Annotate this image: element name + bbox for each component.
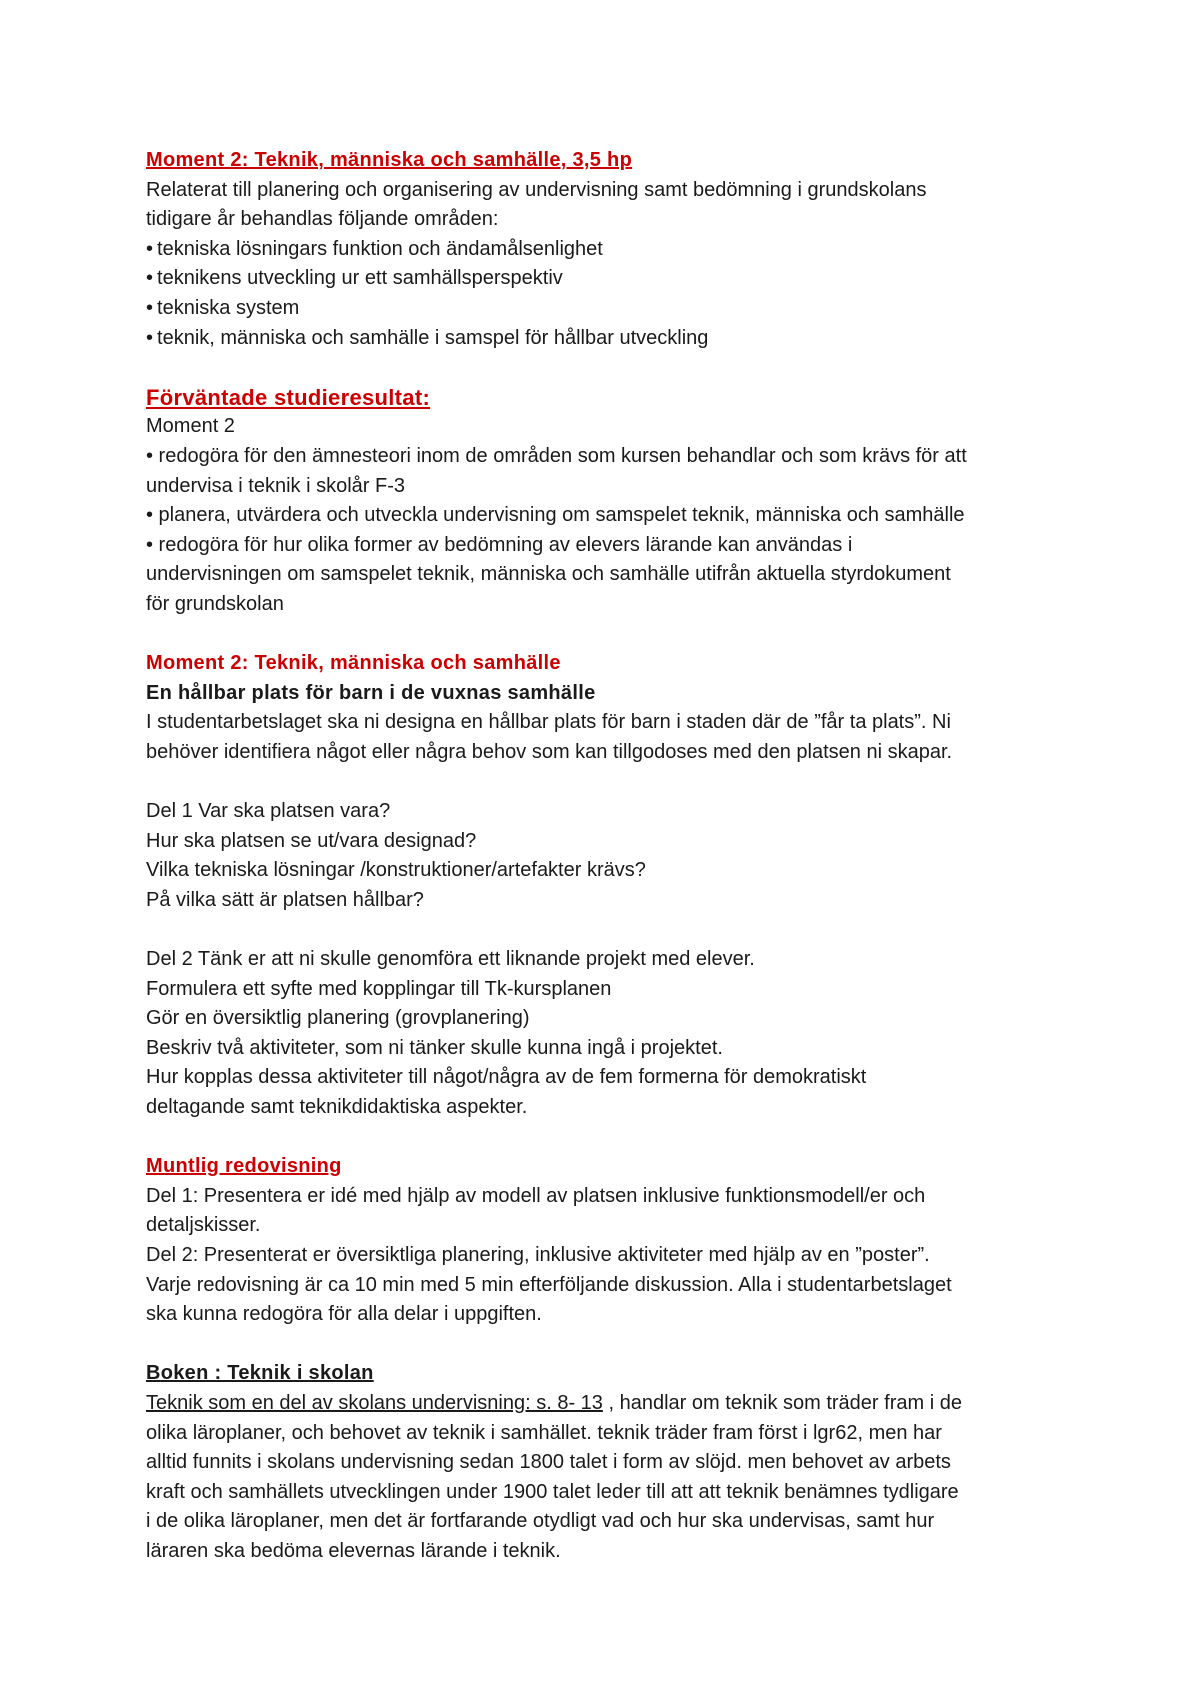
text-line: Vilka tekniska lösningar /konstruktioner/artefakter krävs? [146, 859, 646, 882]
text-line: Relaterat till planering och organisering av undervisning samt bedömning i grundskolans [146, 178, 927, 201]
text-line: På vilka sätt är platsen hållbar? [146, 888, 424, 911]
text-line: • redogöra för hur olika former av bedömning av elevers lärande kan användas i [146, 533, 853, 556]
text-line: olika läroplaner, och behovet av teknik i samhället. teknik träder fram först i lgr62, men har [146, 1421, 942, 1444]
text-line: Hur ska platsen se ut/vara designad? [146, 829, 477, 852]
text-line: alltid funnits i skolans undervisning sedan 1800 talet i form av slöjd. men behovet av arbets [146, 1451, 951, 1474]
text-line: Del 1: Presentera er idé med hjälp av modell av platsen inklusive funktionsmodell/er och [146, 1184, 926, 1207]
list-item-text: teknikens utveckling ur ett samhällsperspektiv [157, 267, 563, 290]
text-line: • planera, utvärdera och utveckla undervisning om samspelet teknik, människa och samhälle [146, 504, 965, 527]
text-line: för grundskolan [146, 592, 284, 615]
text-line: Hur kopplas dessa aktiviteter till något/några av de fem formerna för demokratiskt [146, 1066, 867, 1089]
text-line: undervisa i teknik i skolår F-3 [146, 474, 405, 497]
text-line: Del 1 Var ska platsen vara? [146, 800, 391, 823]
text-line: Varje redovisning är ca 10 min med 5 min efterföljande diskussion. Alla i studentarbetslaget [146, 1273, 952, 1296]
bullet-icon: • [146, 296, 154, 319]
list-item-text: tekniska lösningars funktion och ändamålsenlighet [157, 237, 603, 260]
section-heading-book: Boken : Teknik i skolan [146, 1362, 374, 1385]
spacer [146, 767, 1076, 797]
list-item [146, 294, 1076, 324]
chapter-reference: Teknik som en del av skolans undervisning: s. 8- 13 [146, 1391, 603, 1414]
document-content [146, 146, 1076, 1567]
text-line: läraren ska bedöma elevernas lärande i teknik. [146, 1539, 561, 1562]
section-heading-oral-presentation: Muntlig redovisning [146, 1155, 342, 1178]
text-line: • redogöra för den ämnesteori inom de områden som kursen behandlar och som krävs för att [146, 444, 967, 467]
section-heading-moment2: Moment 2: Teknik, människa och samhälle, 3,5 hp [146, 149, 633, 171]
bullet-icon: • [146, 267, 154, 290]
text-line: Del 2: Presenterat er översiktliga planering, inklusive aktiviteter med hjälp av en ”poster”. [146, 1243, 930, 1266]
text-line [146, 1389, 1076, 1419]
section-heading-expected-results: Förväntade studieresultat: [146, 384, 431, 410]
text-line: Beskriv två aktiviteter, som ni tänker skulle kunna ingå i projektet. [146, 1036, 723, 1059]
text-line: deltagande samt teknikdidaktiska aspekter. [146, 1096, 528, 1118]
list-item-text: tekniska system [157, 296, 300, 319]
subheading: Moment 2 [146, 415, 235, 438]
text-line: detaljskisser. [146, 1214, 261, 1237]
spacer [146, 915, 1076, 945]
list-item-text: teknik, människa och samhälle i samspel för hållbar utveckling [157, 326, 709, 349]
spacer [146, 620, 1076, 650]
spacer [146, 1123, 1076, 1153]
text-line: kraft och samhällets utvecklingen under 1900 talet leder till att att teknik benämnes tydligare [146, 1480, 959, 1503]
text-line: Formulera ett syfte med kopplingar till Tk-kursplanen [146, 977, 612, 1000]
text-line: ska kunna redogöra för alla delar i uppgiften. [146, 1303, 542, 1326]
list-item [146, 264, 1076, 294]
text-line: Del 2 Tänk er att ni skulle genomföra ett liknande projekt med elever. [146, 948, 755, 971]
spacer [146, 353, 1076, 383]
list-item [146, 235, 1076, 265]
text-line: undervisningen om samspelet teknik, människa och samhälle utifrån aktuella styrdokument [146, 563, 951, 586]
bullet-icon: • [146, 326, 154, 349]
text-line: I studentarbetslaget ska ni designa en hållbar plats för barn i staden där de ”får ta plats”. Ni [146, 711, 951, 734]
list-item [146, 324, 1076, 354]
text-line: Gör en översiktlig planering (grovplanering) [146, 1007, 530, 1030]
section-heading-moment2-assignment: Moment 2: Teknik, människa och samhälle [146, 652, 561, 675]
assignment-title: En hållbar plats för barn i de vuxnas samhälle [146, 681, 596, 704]
text-line: tidigare år behandlas följande områden: [146, 208, 499, 231]
text-line: i de olika läroplaner, men det är fortfarande otydligt vad och hur ska undervisas, samt hur [146, 1510, 935, 1533]
text-line: behöver identifiera något eller några behov som kan tillgodoses med den platsen ni skapar. [146, 740, 953, 763]
spacer [146, 1330, 1076, 1360]
text-span: , handlar om teknik som träder fram i de [602, 1391, 962, 1414]
bullet-icon: • [146, 237, 154, 260]
